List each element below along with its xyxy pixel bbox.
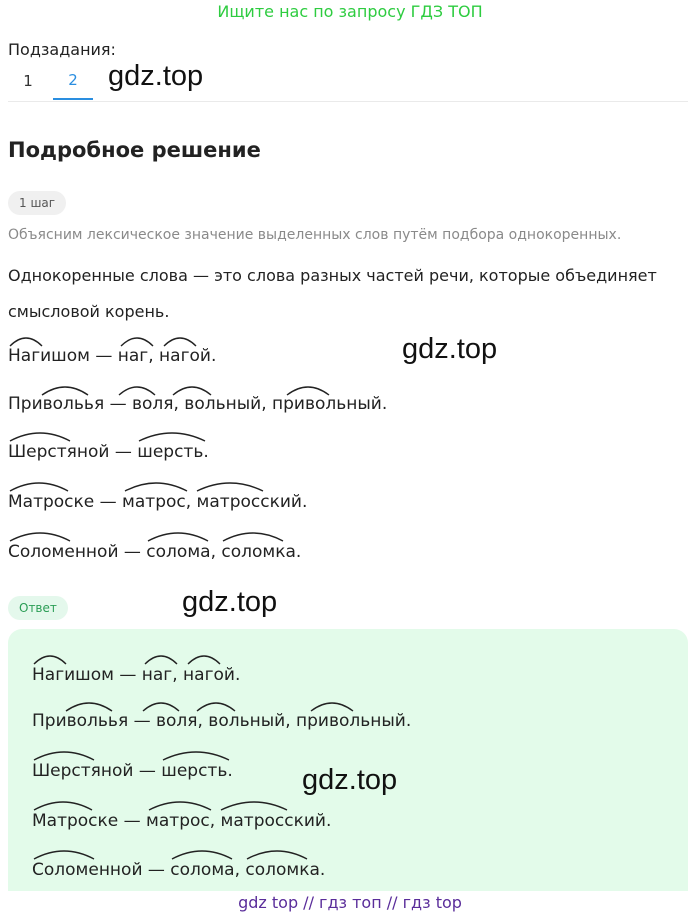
- solution-line-2: Привольья — воля, вольный, привольный.: [8, 394, 388, 414]
- tabs-divider: [8, 101, 688, 102]
- root-arc: [33, 747, 95, 761]
- root-arc: [33, 846, 95, 860]
- answer-line-4: Матроске — матрос, матросский.: [32, 811, 332, 831]
- root-arc: [138, 428, 206, 442]
- root-arc: [144, 651, 178, 665]
- root-arc: [9, 333, 43, 347]
- root-arc: [222, 528, 284, 542]
- solution-title: Подробное решение: [8, 138, 261, 162]
- root-arc: [147, 528, 209, 542]
- solution-line-1: Нагишом — наг, нагой.: [8, 346, 217, 366]
- root-arc: [246, 846, 308, 860]
- solution-line-3: Шерстяной — шерсть.: [8, 442, 209, 462]
- root-arc: [9, 528, 71, 542]
- root-arc: [171, 846, 233, 860]
- root-arc: [142, 698, 180, 712]
- root-arc: [9, 478, 69, 492]
- solution-intro: Объясним лексическое значение выделенных слов путём подбора однокоренных.: [8, 227, 622, 243]
- watermark: gdz.top: [302, 764, 398, 796]
- promo-banner[interactable]: Ищите нас по запросу ГДЗ ТОП: [217, 2, 483, 21]
- answer-line-1: Нагишом — наг, нагой.: [32, 665, 241, 685]
- footer-links[interactable]: gdz top // гдз топ // гдз top: [238, 893, 462, 912]
- root-arc: [9, 428, 71, 442]
- solution-line-5: Соломенной — солома, соломка.: [8, 542, 302, 562]
- answer-badge: Ответ: [8, 596, 68, 620]
- subtask-tab-2[interactable]: 2: [53, 62, 93, 100]
- answer-line-5: Соломенной — солома, соломка.: [32, 860, 326, 880]
- answer-line-2: Привольья — воля, вольный, привольный.: [32, 711, 412, 731]
- root-arc: [172, 382, 212, 396]
- solution-line-4: Матроске — матрос, матросский.: [8, 492, 308, 512]
- root-arc: [118, 382, 156, 396]
- root-arc: [163, 333, 197, 347]
- root-arc: [196, 698, 236, 712]
- root-arc: [187, 651, 221, 665]
- root-arc: [148, 797, 212, 811]
- root-arc: [120, 333, 154, 347]
- watermark: gdz.top: [108, 60, 204, 92]
- root-arc: [310, 698, 354, 712]
- root-arc: [124, 478, 188, 492]
- subtask-tabs: [8, 62, 98, 100]
- subtasks-label: Подзадания:: [8, 40, 116, 59]
- root-arc: [65, 698, 113, 712]
- root-arc: [286, 382, 330, 396]
- step-badge: 1 шаг: [8, 191, 66, 215]
- root-arc: [33, 797, 93, 811]
- root-arc: [33, 651, 67, 665]
- solution-description: Однокоренные слова — это слова разных частей речи, которые объединяет смысловой корень.: [8, 266, 657, 321]
- answer-line-3: Шерстяной — шерсть.: [32, 761, 233, 781]
- root-arc: [196, 478, 264, 492]
- root-arc: [220, 797, 288, 811]
- watermark: gdz.top: [402, 333, 498, 365]
- subtask-tab-1[interactable]: 1: [23, 72, 33, 90]
- watermark: gdz.top: [182, 586, 278, 618]
- root-arc: [162, 747, 230, 761]
